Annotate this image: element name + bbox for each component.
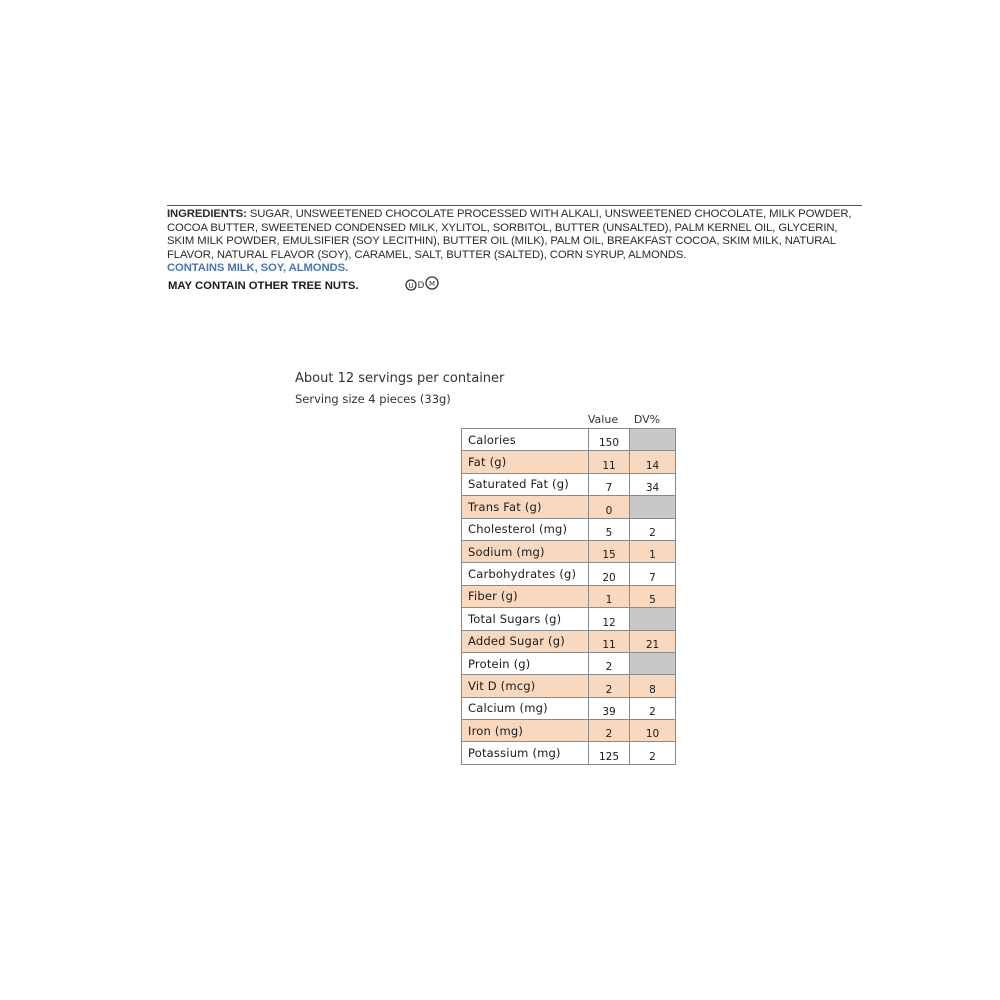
nutrient-dv: 14 [630, 451, 676, 473]
svg-text:M: M [428, 280, 436, 288]
svg-text:U: U [408, 282, 414, 290]
nutrient-name: Total Sugars (g) [462, 608, 589, 630]
nutrient-dv: 34 [630, 473, 676, 495]
nutrition-row-calcium [462, 697, 676, 719]
nutrition-row-total-sugars [462, 608, 676, 630]
nutrient-name: Potassium (mg) [462, 742, 589, 764]
nutrient-dv: 2 [630, 518, 676, 540]
nutrient-dv: 1 [630, 540, 676, 562]
nutrient-dv: 8 [630, 675, 676, 697]
nutrition-row-added-sugar [462, 630, 676, 652]
nutrient-name: Fat (g) [462, 451, 589, 473]
nutrient-value: 20 [589, 563, 630, 585]
nutrient-dv [630, 429, 676, 451]
column-header-value: Value [587, 413, 619, 426]
nutrient-name: Iron (mg) [462, 720, 589, 742]
nutrient-value: 5 [589, 518, 630, 540]
nutrient-dv: 2 [630, 742, 676, 764]
nutrient-dv [630, 496, 676, 518]
may-contain-statement: MAY CONTAIN OTHER TREE NUTS. [168, 280, 359, 292]
nutrient-name: Fiber (g) [462, 585, 589, 607]
nutrient-value: 1 [589, 585, 630, 607]
servings-per-container: About 12 servings per container [295, 371, 505, 386]
nutrient-dv: 21 [630, 630, 676, 652]
nutrient-value: 11 [589, 630, 630, 652]
nutrient-dv: 7 [630, 563, 676, 585]
nutrient-name: Sodium (mg) [462, 540, 589, 562]
nutrient-name: Trans Fat (g) [462, 496, 589, 518]
nutrient-dv: 2 [630, 697, 676, 719]
nutrition-row-iron [462, 720, 676, 742]
kosher-certification-icon [405, 275, 441, 293]
nutrient-dv: 10 [630, 720, 676, 742]
nutrient-value: 150 [589, 429, 630, 451]
nutrition-row-saturated-fat [462, 473, 676, 495]
nutrient-value: 2 [589, 675, 630, 697]
nutrient-name: Added Sugar (g) [462, 630, 589, 652]
nutrient-value: 15 [589, 540, 630, 562]
nutrition-row-sodium [462, 540, 676, 562]
ingredients-label: INGREDIENTS: [167, 208, 247, 220]
nutrition-row-fiber [462, 585, 676, 607]
nutrition-row-trans-fat [462, 496, 676, 518]
nutrient-name: Carbohydrates (g) [462, 563, 589, 585]
nutrient-name: Calcium (mg) [462, 697, 589, 719]
nutrient-name: Cholesterol (mg) [462, 518, 589, 540]
nutrition-row-carbohydrates [462, 563, 676, 585]
nutrient-value: 0 [589, 496, 630, 518]
nutrient-name: Saturated Fat (g) [462, 473, 589, 495]
nutrient-dv [630, 608, 676, 630]
nutrient-value: 39 [589, 697, 630, 719]
nutrient-value: 7 [589, 473, 630, 495]
nutrient-value: 2 [589, 652, 630, 674]
nutrient-dv: 5 [630, 585, 676, 607]
column-header-dv: DV% [633, 413, 661, 426]
ingredients-statement [167, 205, 862, 276]
svg-text:D: D [417, 281, 425, 291]
ingredients-text: SUGAR, UNSWEETENED CHOCOLATE PROCESSED WITH ALKALI, UNSWEETENED CHOCOLATE, MILK POWDER, COCOA BUTTER, SWEETENED CONDENSED MILK, XYLITOL, SORBITOL, BUTTER (UNSALTED), PALM KERNEL OIL, GLYCERIN, SKIM MILK POWDER, EMULSIFIER (SOY LECITHIN), BUTTER OIL (MILK), PALM OIL, BREAKFAST COCOA, SKIM MILK, NATURAL FLAVOR, NATURAL FLAVOR (SOY), CARAMEL, SALT, BUTTER (SALTED), CORN SYRUP, ALMONDS. [167, 208, 852, 261]
nutrient-value: 11 [589, 451, 630, 473]
nutrition-row-calories [462, 429, 676, 451]
nutrition-row-cholesterol [462, 518, 676, 540]
nutrient-value: 12 [589, 608, 630, 630]
nutrition-table [461, 428, 676, 765]
nutrient-value: 2 [589, 720, 630, 742]
nutrient-name: Protein (g) [462, 652, 589, 674]
nutrition-row-protein [462, 652, 676, 674]
allergen-statement: CONTAINS MILK, SOY, ALMONDS. [167, 262, 349, 275]
serving-size: Serving size 4 pieces (33g) [295, 392, 451, 406]
nutrient-dv [630, 652, 676, 674]
nutrient-value: 125 [589, 742, 630, 764]
nutrition-row-vit-d [462, 675, 676, 697]
nutrient-name: Vit D (mcg) [462, 675, 589, 697]
nutrition-row-potassium [462, 742, 676, 764]
nutrient-name: Calories [462, 429, 589, 451]
nutrition-row-fat [462, 451, 676, 473]
